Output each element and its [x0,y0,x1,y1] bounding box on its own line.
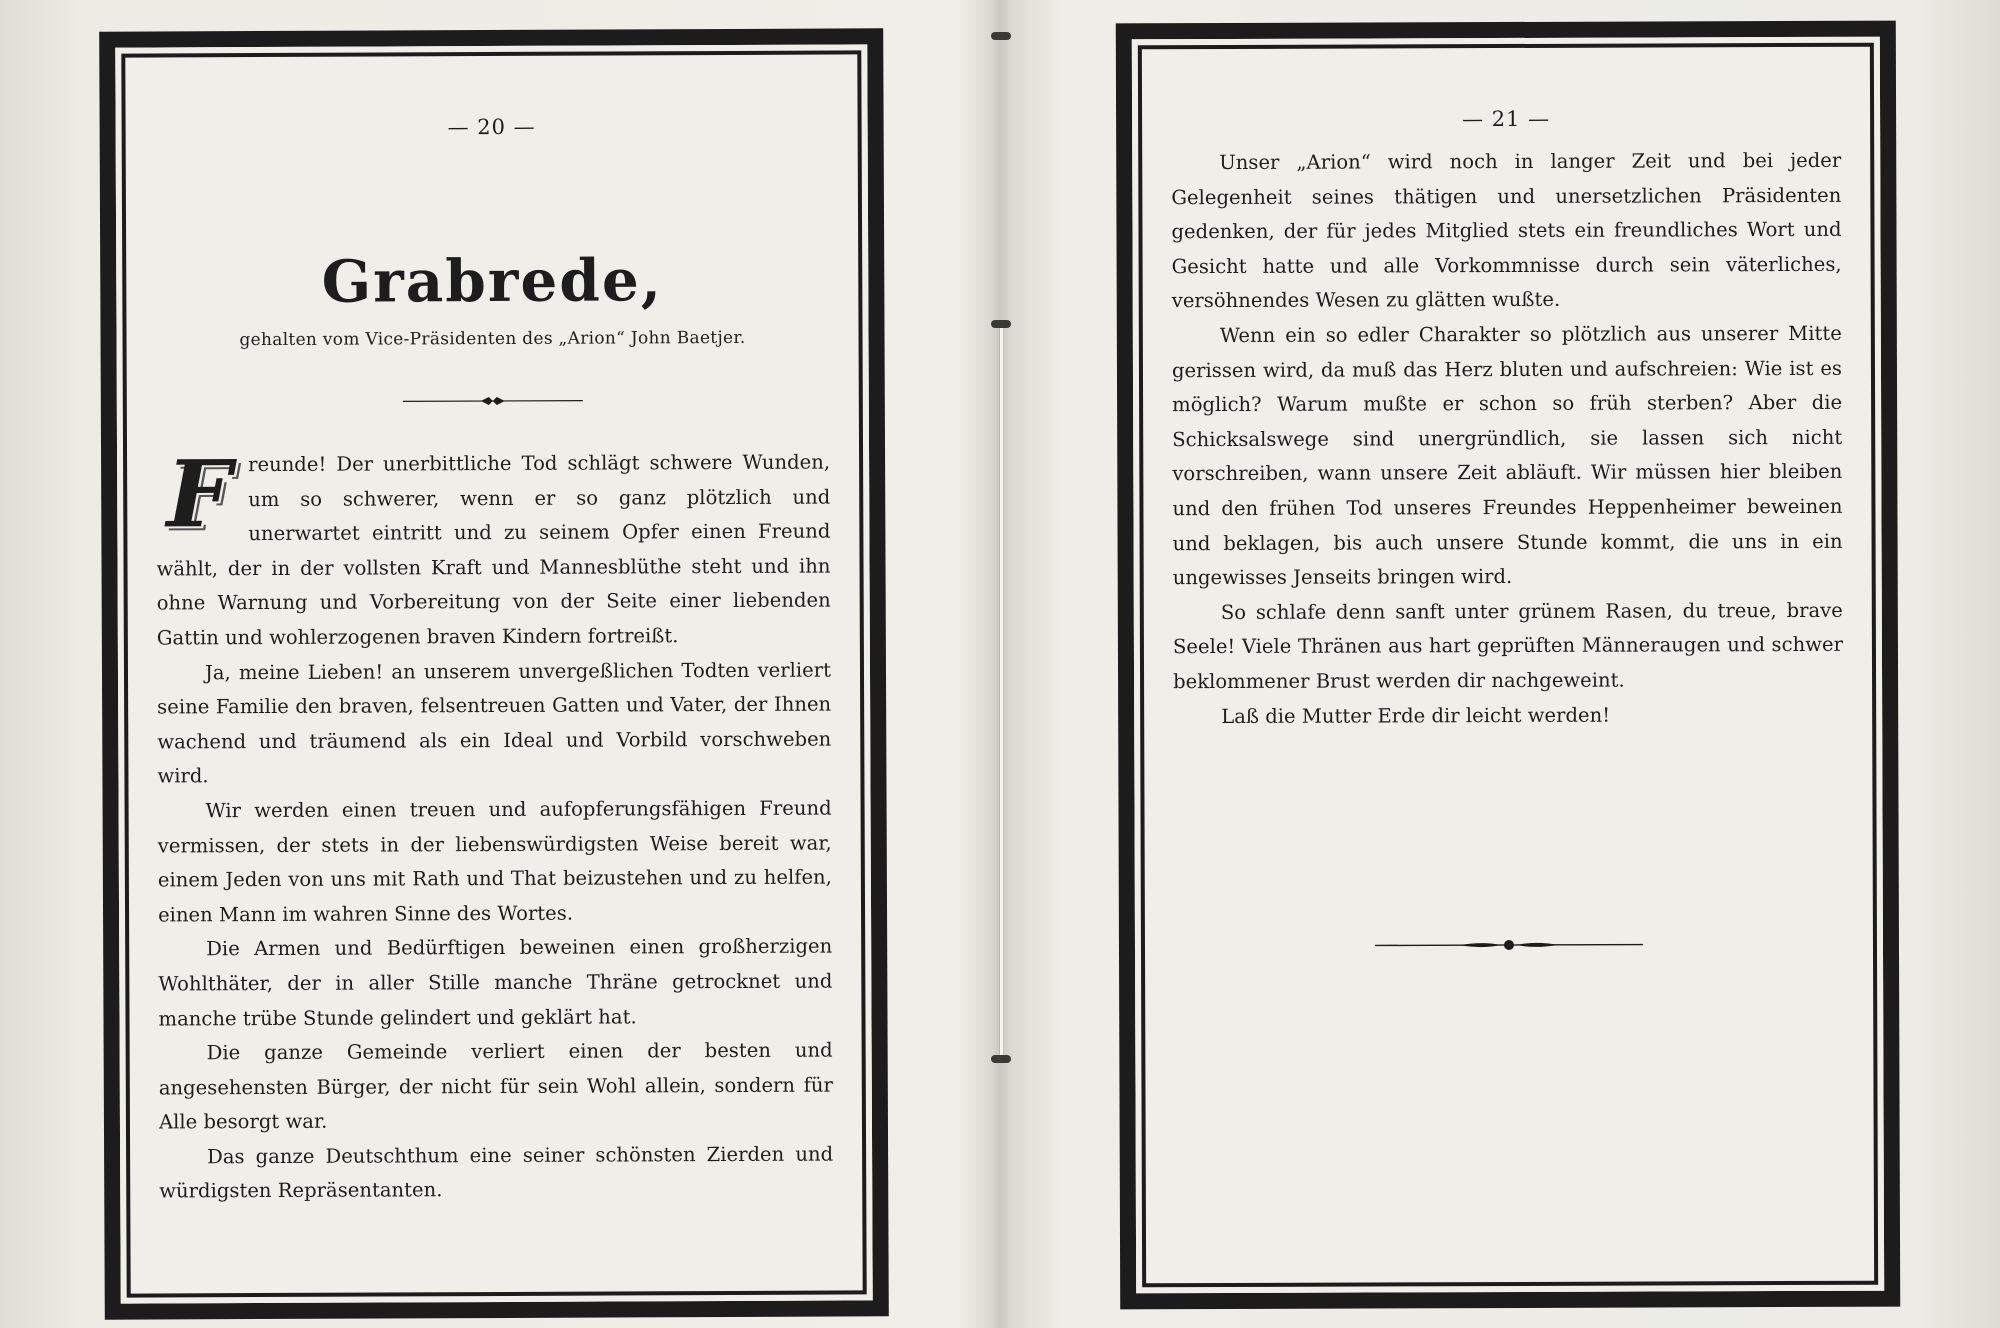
binding-stitch [991,320,1011,328]
binding-thread [999,320,1004,1060]
page-title: Grabrede, [321,246,664,316]
paragraph: Das ganze Deutschthum eine seiner schönsten Zierden und würdigsten Repräsentanten. [159,1142,834,1203]
left-page-content [154,84,833,1265]
paragraph: Die Armen und Bedürftigen beweinen einen großherzigen Wohlthäter, der in aller Stille manche Thräne getrocknet und manche trübe Stunde gelindert und geklärt hat. [158,934,833,1030]
binding-stitch [991,32,1011,40]
mourning-border [1132,37,1884,1294]
mourning-border [115,44,872,1303]
paragraph: Wenn ein so edler Charakter so plötzlich aus unserer Mitte gerissen wird, da muß das Herz bluten und aufschreien: Wie ist es möglich? Warum mußte er schon so früh sterben? Aber die Schicksalswege sind unergründlich, sie lassen sich nicht vorschreiben, wann unsere Zeit abläuft. Wir müssen hier bleiben und den frühen Tod unseres Freundes Heppenheimer beweinen und beklagen, bis auch unsere Stunde kommt, die uns in ein ungewisses Jenseits bringen wird. [1171,321,1843,590]
page-number: — 21 — [1462,106,1551,132]
page-number: — 20 — [447,114,536,140]
left-page-text [156,440,834,1210]
right-page-content [1171,76,1845,1254]
left-page [99,28,889,1319]
right-page [1116,21,1900,1310]
paragraph: Freunde! Der unerbittliche Tod schlägt schwere Wunden, um so schwerer, wenn er so ganz plötzlich und unerwartet eintritt und zu seinem Opfer einen Freund wählt, der in der vollsten Kraft und Mannesblüthe steht und ihn ohne Warnung und Vorbereitung von der Seite einer liebenden Gattin und wohlerzogenen braven Kindern fortreißt. [156,440,831,650]
divider-ornament-icon [393,391,593,412]
right-page-text [1171,144,1843,734]
paragraph: Ja, meine Lieben! an unserem unvergeßlichen Todten verliert seine Familie den braven, felsentreuen Gatten und Vater, der Ihnen wachend und träumend als ein Ideal und Vorbild vorschweben wird. [157,658,832,788]
end-ornament-icon [1369,933,1649,958]
paragraph: Laß die Mutter Erde dir leicht werden! [1221,703,1611,728]
paragraph: So schlafe denn sanft unter grünem Rasen, du treue, brave Seele! Viele Thränen aus hart geprüften Männeraugen und schwer beklommener Brust werden dir nachgeweint. [1172,598,1843,694]
drop-cap: F [166,440,233,549]
paragraph: Wir werden einen treuen und aufopferungsfähigen Freund vermissen, der stets in der liebenswürdigsten Weise bereit war, einem Jeden von uns mit Rath und That beizustehen und zu helfen, einen Mann im wahren Sinne des Wortes. [157,796,832,927]
page-subtitle: gehalten vom Vice-Präsidenten des „Arion“ John Baetjer. [239,327,746,351]
paragraph: Unser „Arion“ wird noch in langer Zeit und bei jeder Gelegenheit seines thätigen und unersetzlichen Präsidenten gedenken, der für jedes Mitglied stets ein freundliches Wort und Gesicht hatte und alle Vorkommnisse durch sein väterliches, versöhnendes Wesen zu glätten wußte. [1171,148,1842,313]
binding-stitch [991,1055,1011,1063]
paragraph: Die ganze Gemeinde verliert einen der besten und angesehensten Bürger, der nicht für sein Wohl allein, sondern für Alle besorgt war. [158,1038,833,1134]
